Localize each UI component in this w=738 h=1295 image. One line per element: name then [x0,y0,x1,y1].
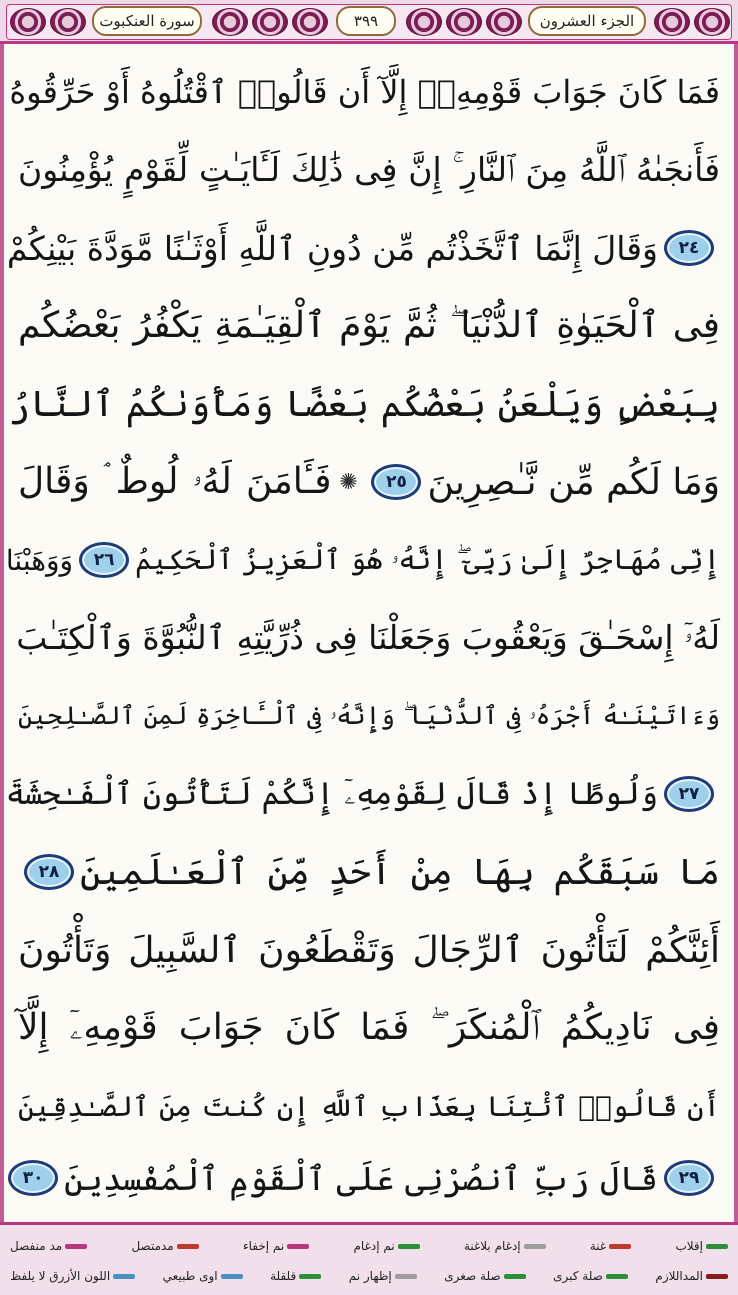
legend-item [354,1239,420,1253]
legend-item [10,1269,135,1283]
legend-label: مد منفصل [10,1239,63,1253]
ornament-icon [292,8,328,36]
verse-line [4,442,734,522]
line-text: وَلُوطًا إِذْ قَالَ لِقَوْمِهِۦٓ إِنَّكُمْ لَتَأْتُونَ ٱلْفَـٰحِشَةَ [5,775,658,812]
ornament-icon [212,8,248,36]
legend-item [464,1239,546,1253]
legend-item [444,1269,525,1283]
color-swatch-icon [221,1274,243,1279]
ornament-icon [50,8,86,36]
ayah-number-marker: ٢٩ [664,1160,714,1196]
legend-item [655,1269,728,1283]
ornament-icon [486,8,522,36]
legend-label: نم إدغام [353,1239,395,1253]
line-text: مَا سَبَقَكُم بِهَا مِنْ أَحَدٍ مِّنَ ٱلْعَـٰلَمِينَ [80,851,720,893]
juz-name-label: الجزء العشرون [528,6,646,36]
ornament-icon [446,8,482,36]
color-swatch-icon [398,1244,420,1249]
line-text: فِى نَادِيكُمُ ٱلْمُنكَرَ ۖ فَمَا كَانَ جَوَابَ قَوْمِهِۦٓ إِلَّآ [18,1007,720,1048]
legend-item [131,1239,198,1253]
legend-item [590,1239,631,1253]
legend-item [553,1269,628,1283]
ayah-number-marker: ٢٨ [24,854,74,890]
legend-label: اوى طبيعي [162,1269,218,1283]
ornament-icon [694,8,730,36]
verse-line [4,598,734,678]
color-swatch-icon [113,1274,135,1279]
ayah-number-marker: ٢٥ [371,464,421,500]
color-swatch-icon [299,1274,321,1279]
surah-name-label: سورة العنكبوت [92,6,202,36]
legend-label: صلة صغرى [444,1269,501,1283]
legend-item [270,1269,321,1283]
legend-label: صلة كبرى [553,1269,603,1283]
verse-line [4,676,734,756]
verse-line [4,910,734,990]
legend-item [243,1239,309,1253]
ayah-number-marker: ٢٧ [664,776,714,812]
verse-line [4,754,734,834]
line-text: وَوَهَبْنَا [5,543,74,577]
legend-label: المداللازم [655,1269,703,1283]
hizb-star-icon: ✺ [339,469,358,495]
legend-row [10,1233,728,1259]
legend-label: قلقلة [270,1269,297,1283]
ornament-icon [654,8,690,36]
color-swatch-icon [177,1244,199,1249]
page-header [0,0,738,44]
legend-item [675,1239,728,1253]
verse-line [4,1066,734,1146]
color-swatch-icon [504,1274,526,1279]
ayah-number-marker: ٢٤ [664,230,714,266]
color-swatch-icon [395,1274,417,1279]
line-text: فِى ٱلْحَيَوٰةِ ٱلدُّنْيَا ۖ ثُمَّ يَوْمَ ٱلْقِيَـٰمَةِ يَكْفُرُ بَعْضُكُم [18,305,720,346]
line-text: إِنِّى مُهَاجِرٌ إِلَىٰ رَبِّىٓ ۖ إِنَّهُۥ هُوَ ٱلْعَزِيزُ ٱلْحَكِيمُ [135,543,720,576]
ornament-icon [10,8,46,36]
verse-line [4,520,734,600]
verse-line [4,364,734,444]
line-text: لَهُۥٓ إِسْحَـٰقَ وَيَعْقُوبَ وَجَعَلْنَا فِى ذُرِّيَّتِهِ ٱلنُّبُوَّةَ وَٱلْكِتَـٰبَ [16,618,720,657]
line-text: وَقَالَ إِنَّمَا ٱتَّخَذْتُم مِّن دُونِ ٱللَّهِ أَوْثَـٰنًا مَّوَدَّةَ بَيْنِكُمْ [6,228,658,268]
page-number: ٣٩٩ [336,6,396,36]
line-text: فَمَا كَانَ جَوَابَ قَوْمِهِۦٓ إِلَّآ أَن قَالُوا۟ ٱقْتُلُوهُ أَوْ حَرِّقُوهُ [9,73,720,111]
legend-label: إقلاب [675,1239,703,1253]
color-swatch-icon [287,1244,309,1249]
legend-item [163,1269,243,1283]
ayah-number-marker: ٣٠ [8,1160,58,1196]
line-text: وَمَا لَكُم مِّن نَّـٰصِرِينَ [427,461,720,503]
color-swatch-icon [609,1244,631,1249]
ayah-number-marker: ٢٦ [79,542,129,578]
color-swatch-icon [524,1244,546,1249]
tajweed-legend [0,1222,738,1295]
color-swatch-icon [706,1274,728,1279]
line-text: فَأَنجَىٰهُ ٱللَّهُ مِنَ ٱلنَّارِ ۚ إِنَّ فِى ذَٰلِكَ لَـَٔايَـٰتٍ لِّقَوْمٍ يُؤْمِنُونَ [18,150,720,189]
color-swatch-icon [65,1244,87,1249]
line-text: بِبَعْضٍ وَيَلْعَنُ بَعْضُكُم بَعْضًا وَمَأْوَىٰكُمُ ٱلنَّارُ [8,383,720,425]
line-text: فَـَٔامَنَ لَهُۥ لُوطٌ ۘ وَقَالَ [18,461,332,502]
legend-label: غنة [589,1239,607,1253]
ornament-icon [252,8,288,36]
line-text: أَن قَالُوا۟ ٱئْتِنَا بِعَذَابِ ٱللَّهِ إِن كُنتَ مِنَ ٱلصَّـٰدِقِينَ [18,1089,720,1123]
quran-page [0,44,738,1222]
legend-row [10,1263,728,1289]
verse-line [4,286,734,366]
legend-label: اللون الأزرق لا يلفظ [10,1269,111,1283]
verse-line [4,52,734,132]
legend-item [349,1269,417,1283]
legend-label: إظهار نم [348,1269,392,1283]
color-swatch-icon [706,1244,728,1249]
legend-label: إدغام بلاغنة [463,1239,521,1253]
color-swatch-icon [606,1274,628,1279]
verse-line [4,1138,734,1218]
verse-line [4,130,734,210]
legend-label: مدمتصل [131,1239,174,1253]
legend-label: نم إخفاء [242,1239,285,1253]
line-text: قَالَ رَبِّ ٱنصُرْنِى عَلَى ٱلْقَوْمِ ٱلْمُفْسِدِينَ [64,1158,658,1198]
legend-item [10,1239,87,1253]
ornament-icon [406,8,442,36]
verse-line [4,988,734,1068]
line-text: وَءَاتَيْنَـٰهُ أَجْرَهُۥ فِى ٱلدُّنْيَا ۖ وَإِنَّهُۥ فِى ٱلْـَٔاخِرَةِ لَمِنَ ٱلصَّـٰلِحِينَ [18,701,720,730]
line-text: أَئِنَّكُمْ لَتَأْتُونَ ٱلرِّجَالَ وَتَقْطَعُونَ ٱلسَّبِيلَ وَتَأْتُونَ [18,929,720,971]
verse-line [4,208,734,288]
verse-line [4,832,734,912]
